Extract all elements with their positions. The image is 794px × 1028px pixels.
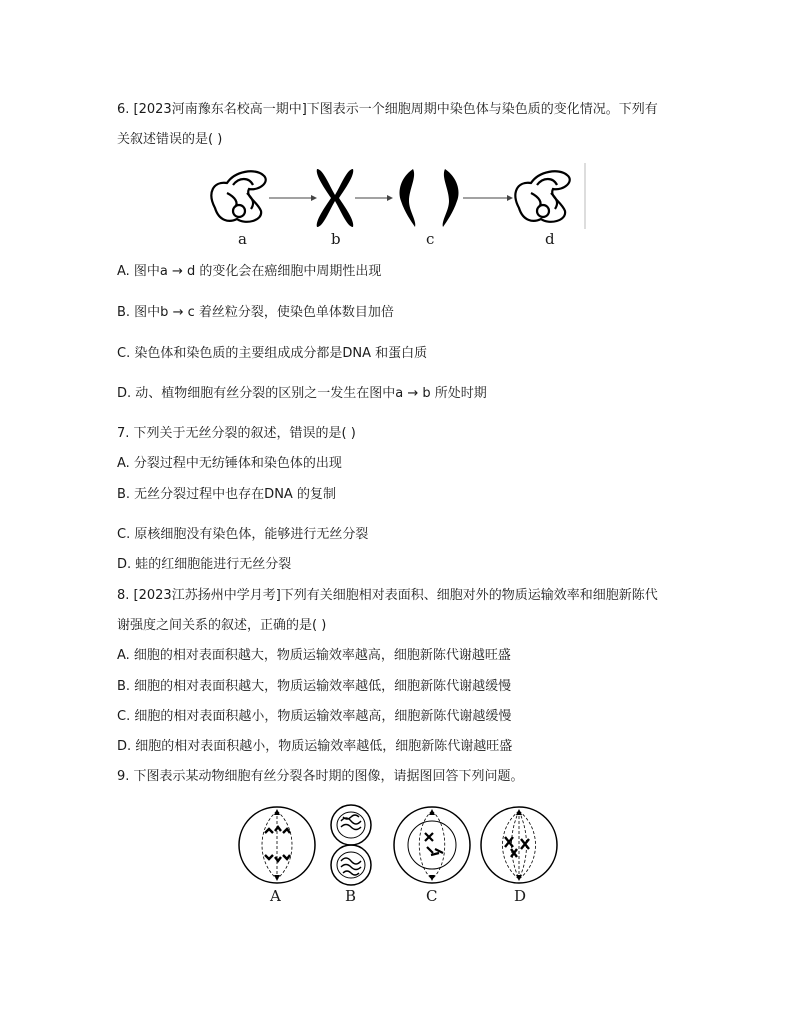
q6-option-a: A. 图中a → d 的变化会在癌细胞中周期性出现 bbox=[117, 264, 382, 279]
figure-label-c: c bbox=[426, 230, 435, 248]
q8-option-c: C. 细胞的相对表面积越小，物质运输效率越高，细胞新陈代谢越缓慢 bbox=[117, 709, 512, 724]
q8-option-d: D. 细胞的相对表面积越小，物质运输效率越低，细胞新陈代谢越旺盛 bbox=[117, 739, 513, 754]
mitosis-stages-figure bbox=[235, 803, 560, 888]
cell-c bbox=[394, 807, 470, 883]
cell-d bbox=[481, 807, 557, 883]
q9-stem: 9. 下图表示某动物细胞有丝分裂各时期的图像，请据图回答下列问题。 bbox=[117, 769, 524, 784]
q6-stem-line2: 关叙述错误的是( ) bbox=[117, 132, 223, 147]
figure-label-C: C bbox=[426, 887, 438, 905]
q7-option-d: D. 蛙的红细胞能进行无丝分裂 bbox=[117, 557, 292, 572]
chromatin-a bbox=[211, 171, 265, 222]
q6-option-c: C. 染色体和染色质的主要组成成分都是DNA 和蛋白质 bbox=[117, 346, 428, 361]
q7-option-c: C. 原核细胞没有染色体，能够进行无丝分裂 bbox=[117, 527, 369, 542]
chromosome-c bbox=[400, 169, 459, 227]
figure-label-b: b bbox=[331, 230, 341, 248]
cell-a bbox=[239, 807, 315, 883]
q7-stem: 7. 下列关于无丝分裂的叙述，错误的是( ) bbox=[117, 426, 356, 441]
chromatin-d bbox=[515, 171, 569, 222]
q8-stem-line2: 谢强度之间关系的叙述，正确的是( ) bbox=[117, 618, 327, 633]
cell-b bbox=[331, 805, 371, 885]
figure-label-A: A bbox=[270, 887, 281, 905]
q7-option-a: A. 分裂过程中无纺锤体和染色体的出现 bbox=[117, 456, 342, 471]
q6-option-b: B. 图中b → c 着丝粒分裂，使染色单体数目加倍 bbox=[117, 305, 394, 320]
chromosome-cycle-figure bbox=[205, 163, 590, 233]
q7-option-b: B. 无丝分裂过程中也存在DNA 的复制 bbox=[117, 487, 336, 502]
figure-label-B: B bbox=[345, 887, 357, 905]
figure-label-d: d bbox=[545, 230, 555, 248]
figure-label-a: a bbox=[238, 230, 247, 248]
chromosome-b bbox=[317, 169, 354, 227]
q8-option-a: A. 细胞的相对表面积越大，物质运输效率越高，细胞新陈代谢越旺盛 bbox=[117, 648, 511, 663]
q6-stem-line1: 6. [2023河南豫东名校高一期中]下图表示一个细胞周期中染色体与染色质的变化情况。下列有 bbox=[117, 102, 658, 117]
q8-stem-line1: 8. [2023江苏扬州中学月考]下列有关细胞相对表面积、细胞对外的物质运输效率和细胞新陈代 bbox=[117, 588, 658, 603]
q6-option-d: D. 动、植物细胞有丝分裂的区别之一发生在图中a → b 所处时期 bbox=[117, 386, 487, 401]
figure-label-D: D bbox=[514, 887, 527, 905]
q8-option-b: B. 细胞的相对表面积越大，物质运输效率越低，细胞新陈代谢越缓慢 bbox=[117, 679, 512, 694]
